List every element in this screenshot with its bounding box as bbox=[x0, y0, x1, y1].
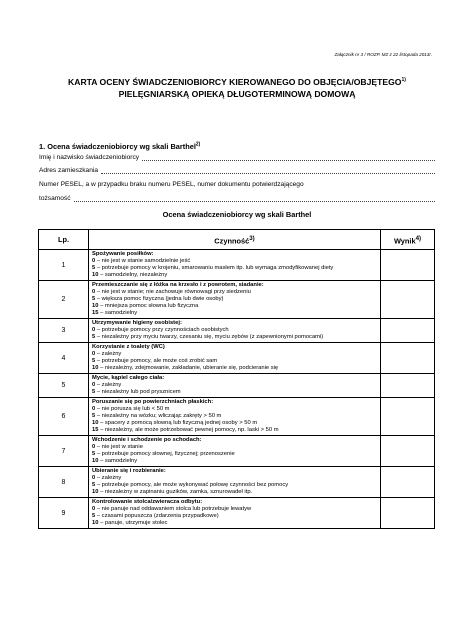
score-option bbox=[92, 506, 377, 513]
score-option bbox=[92, 420, 377, 427]
table-row bbox=[39, 436, 435, 467]
result-cell[interactable] bbox=[381, 281, 435, 319]
score-description: – nie jest w stanie bbox=[95, 444, 143, 450]
score-description: – zależny bbox=[95, 351, 122, 357]
score-description: – niezależny na wózku; wliczając zakręty > 50 m bbox=[95, 413, 222, 419]
result-cell[interactable] bbox=[381, 374, 435, 398]
score-option bbox=[92, 444, 377, 451]
field-address[interactable] bbox=[39, 167, 435, 174]
row-number: 5 bbox=[39, 374, 89, 398]
row-activity bbox=[89, 498, 381, 529]
score-option bbox=[92, 458, 377, 465]
score-description: – panuje, utrzymuje stolec bbox=[98, 520, 168, 526]
score-value: 0 bbox=[92, 289, 96, 295]
field-name-line[interactable] bbox=[142, 154, 435, 161]
row-number: 4 bbox=[39, 343, 89, 374]
score-value: 5 bbox=[92, 265, 96, 271]
title-footnote-ref: 1) bbox=[401, 77, 406, 84]
result-cell[interactable] bbox=[381, 319, 435, 343]
score-value: 15 bbox=[92, 310, 99, 316]
row-activity bbox=[89, 436, 381, 467]
score-option bbox=[92, 265, 377, 272]
score-option bbox=[92, 520, 377, 527]
attachment-note: Załącznik nr 3 / ROZP. MZ z 22 listopada 2013r. bbox=[334, 52, 432, 57]
header-activity bbox=[89, 230, 381, 250]
score-description: – niezależny, ale może potrzebować pewnej pomocy, np. laski > 50 m bbox=[98, 427, 279, 433]
activity-title: Ubieranie się i rozbieranie: bbox=[92, 468, 166, 474]
result-cell[interactable] bbox=[381, 343, 435, 374]
score-option bbox=[92, 258, 377, 265]
score-option bbox=[92, 451, 377, 458]
score-value: 0 bbox=[92, 475, 96, 481]
field-address-label: Adres zamieszkania bbox=[39, 167, 99, 174]
score-option bbox=[92, 334, 377, 341]
header-activity-sup: 3) bbox=[249, 234, 255, 242]
row-number: 1 bbox=[39, 250, 89, 281]
score-option bbox=[92, 310, 377, 317]
table-title: Ocena świadczeniobiorcy wg skali Barthel bbox=[162, 210, 312, 219]
score-value: 10 bbox=[92, 303, 99, 309]
title-line-1: KARTA OCENY ŚWIADCZENIOBIORCY KIEROWANEGO DO OBJĘCIA/OBJĘTEGO bbox=[68, 77, 402, 87]
row-activity bbox=[89, 374, 381, 398]
score-description: – samodzielny, niezależny bbox=[98, 272, 168, 278]
row-activity bbox=[89, 467, 381, 498]
title-line-2: PIELĘGNIARSKĄ OPIEKĄ DŁUGOTERMINOWĄ DOMOWĄ bbox=[118, 89, 356, 99]
table-header-row bbox=[39, 230, 435, 250]
result-cell[interactable] bbox=[381, 498, 435, 529]
score-description: – potrzebuje pomocy, ale może coś zrobić sam bbox=[95, 358, 218, 364]
score-option bbox=[92, 489, 377, 496]
row-number: 8 bbox=[39, 467, 89, 498]
row-activity bbox=[89, 250, 381, 281]
score-option bbox=[92, 296, 377, 303]
row-number: 7 bbox=[39, 436, 89, 467]
activity-title: Mycie, kąpiel całego ciała: bbox=[92, 375, 165, 381]
row-number: 3 bbox=[39, 319, 89, 343]
result-cell[interactable] bbox=[381, 467, 435, 498]
score-value: 5 bbox=[92, 334, 96, 340]
table-row bbox=[39, 498, 435, 529]
result-cell[interactable] bbox=[381, 398, 435, 436]
score-description: – niezależny w zapinaniu guzików, zamka, sznurowadeł itp. bbox=[98, 489, 253, 495]
result-cell[interactable] bbox=[381, 250, 435, 281]
score-description: – potrzebuje pomocy, ale może wykonywać połowę czynności bez pomocy bbox=[95, 482, 289, 488]
field-identity-line[interactable] bbox=[74, 195, 435, 202]
score-option bbox=[92, 289, 377, 296]
score-description: – niezależny, zdejmowanie, zakładanie, ubieranie się, podcieranie się bbox=[98, 365, 279, 371]
score-value: 0 bbox=[92, 406, 96, 412]
document-title bbox=[40, 76, 434, 100]
score-description: – zależny bbox=[95, 475, 122, 481]
field-pesel bbox=[39, 181, 435, 188]
score-value: 10 bbox=[92, 520, 99, 526]
header-activity-text: Czynność bbox=[214, 236, 250, 246]
table-row bbox=[39, 398, 435, 436]
score-value: 0 bbox=[92, 258, 96, 264]
score-description: – samodzielny bbox=[98, 458, 138, 464]
score-value: 10 bbox=[92, 458, 99, 464]
score-option bbox=[92, 303, 377, 310]
section-heading-text: 1. Ocena świadczeniobiorcy wg skali Barthel bbox=[39, 142, 196, 151]
score-option bbox=[92, 427, 377, 434]
score-option bbox=[92, 327, 377, 334]
score-value: 0 bbox=[92, 382, 96, 388]
score-description: – zależny bbox=[95, 382, 122, 388]
activity-title: Spożywanie posiłków: bbox=[92, 251, 154, 257]
score-description: – większa pomoc fizyczna (jedna lub dwie osoby) bbox=[95, 296, 224, 302]
row-number: 2 bbox=[39, 281, 89, 319]
field-pesel-label: Numer PESEL, a w przypadku braku numeru PESEL, numer dokumentu potwierdzającego bbox=[39, 181, 304, 188]
score-option bbox=[92, 351, 377, 358]
table-row bbox=[39, 250, 435, 281]
score-description: – nie panuje nad oddawaniem stolca lub potrzebuje lewatyw bbox=[95, 506, 252, 512]
table-row bbox=[39, 281, 435, 319]
row-activity bbox=[89, 398, 381, 436]
score-description: – czasami popuszcza (zdarzenia przypadkowe) bbox=[95, 513, 219, 519]
score-option bbox=[92, 382, 377, 389]
row-activity bbox=[89, 319, 381, 343]
score-value: 10 bbox=[92, 420, 99, 426]
activity-title: Kontrolowanie stolca/zwieracza odbytu: bbox=[92, 499, 203, 505]
field-identity[interactable] bbox=[39, 195, 435, 202]
section-footnote-ref: 2) bbox=[195, 141, 201, 148]
score-value: 15 bbox=[92, 427, 99, 433]
score-option bbox=[92, 413, 377, 420]
score-value: 10 bbox=[92, 365, 99, 371]
score-option bbox=[92, 475, 377, 482]
field-name[interactable] bbox=[39, 154, 435, 161]
score-value: 5 bbox=[92, 413, 96, 419]
score-option bbox=[92, 513, 377, 520]
activity-title: Poruszanie się po powierzchniach płaskich: bbox=[92, 399, 214, 405]
score-value: 0 bbox=[92, 444, 96, 450]
header-result-text: Wynik bbox=[393, 236, 416, 246]
barthel-table bbox=[38, 229, 435, 529]
activity-title: Utrzymywanie higieny osobistej: bbox=[92, 320, 182, 326]
header-result-sup: 4) bbox=[415, 234, 422, 242]
score-value: 5 bbox=[92, 389, 96, 395]
row-number: 9 bbox=[39, 498, 89, 529]
score-description: – potrzebuje pomocy w krojeniu, smarowaniu masłem itp. lub wymaga zmodyfikowanej diety bbox=[95, 265, 334, 271]
score-description: – nie jest w stanie samodzielnie jeść bbox=[95, 258, 191, 264]
score-value: 10 bbox=[92, 272, 99, 278]
score-option bbox=[92, 389, 377, 396]
score-value: 5 bbox=[92, 358, 96, 364]
score-value: 10 bbox=[92, 489, 99, 495]
header-result bbox=[381, 230, 435, 250]
score-value: 5 bbox=[92, 513, 96, 519]
field-name-label: Imię i nazwisko świadczeniobiorcy bbox=[39, 154, 140, 161]
table-row bbox=[39, 467, 435, 498]
score-description: – niezależny lub pod prysznicem bbox=[95, 389, 181, 395]
score-description: – potrzebuje pomocy słownej, fizycznej; przenoszenie bbox=[95, 451, 235, 457]
result-cell[interactable] bbox=[381, 436, 435, 467]
table-row bbox=[39, 343, 435, 374]
row-activity bbox=[89, 281, 381, 319]
score-value: 0 bbox=[92, 351, 96, 357]
score-option bbox=[92, 358, 377, 365]
header-lp: Lp. bbox=[39, 230, 89, 250]
field-address-line[interactable] bbox=[101, 167, 435, 174]
score-option bbox=[92, 272, 377, 279]
table-row bbox=[39, 374, 435, 398]
score-option bbox=[92, 406, 377, 413]
activity-title: Wchodzenie i schodzenie po schodach: bbox=[92, 437, 202, 443]
score-value: 5 bbox=[92, 296, 96, 302]
score-description: – nie jest w stanie; nie zachowuje równowagi przy siedzeniu bbox=[95, 289, 251, 295]
score-description: – nie porusza się lub < 50 m bbox=[95, 406, 170, 412]
score-description: – mniejsza pomoc słowna lub fizyczna bbox=[98, 303, 199, 309]
score-description: – spacery z pomocą słowną lub fizyczną jednej osoby > 50 m bbox=[98, 420, 258, 426]
score-description: – potrzebuje pomocy przy czynnościach osobistych bbox=[95, 327, 229, 333]
score-value: 5 bbox=[92, 451, 96, 457]
score-option bbox=[92, 365, 377, 372]
activity-title: Przemieszczanie się z łóżka na krzesło i z powrotem, siadanie: bbox=[92, 282, 264, 288]
score-value: 0 bbox=[92, 327, 96, 333]
table-row bbox=[39, 319, 435, 343]
row-number: 6 bbox=[39, 398, 89, 436]
activity-title: Korzystanie z toalety (WC) bbox=[92, 344, 165, 350]
section-heading bbox=[39, 142, 200, 151]
score-description: – samodzielny bbox=[98, 310, 138, 316]
score-value: 0 bbox=[92, 506, 96, 512]
score-option bbox=[92, 482, 377, 489]
field-identity-label: tożsamość bbox=[39, 195, 71, 202]
score-description: – niezależny przy myciu twarzy, czesaniu się, myciu zębów (z zapewnionymi pomocami) bbox=[95, 334, 324, 340]
score-value: 5 bbox=[92, 482, 96, 488]
row-activity bbox=[89, 343, 381, 374]
